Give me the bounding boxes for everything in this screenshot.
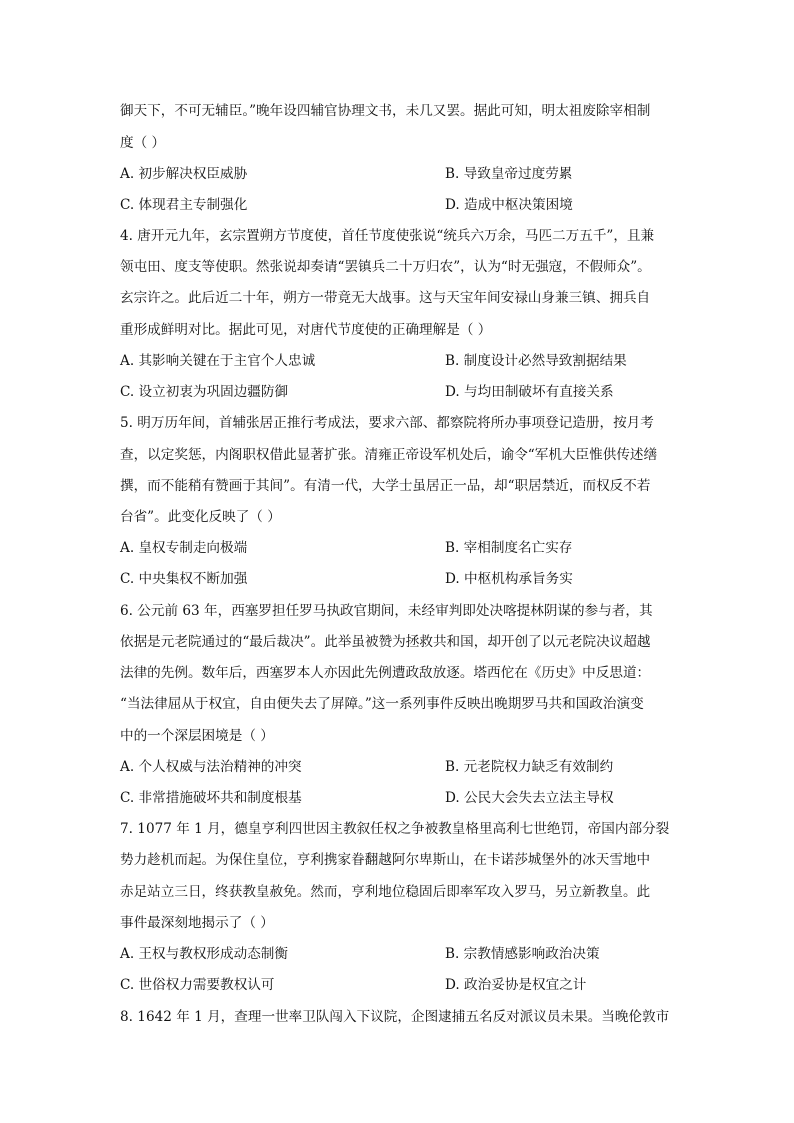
q6-option-b[interactable]: B. 元老院权力缺乏有效制约 xyxy=(445,759,614,775)
q5-line-4: 台省”。此变化反映了（ ） xyxy=(120,509,281,525)
q4-line-1: 4. 唐开元九年，玄宗置朔方节度使，首任节度使张说“统兵六万余，马匹二万五千”，且兼 xyxy=(120,228,655,244)
q5-option-d[interactable]: D. 中枢机构承旨务实 xyxy=(445,571,573,587)
q7-line-1: 7. 1077 年 1 月，德皇亨利四世因主教叙任权之争被教皇格里高利七世绝罚，帝国内部分裂 xyxy=(120,821,670,837)
q7-option-b[interactable]: B. 宗教情感影响政治决策 xyxy=(445,946,600,962)
q6-line-1: 6. 公元前 63 年，西塞罗担任罗马执政官期间，未经审判即处决喀提林阴谋的参与者，其 xyxy=(120,603,653,619)
q3-option-d[interactable]: D. 造成中枢决策困境 xyxy=(445,197,573,213)
q3-option-c[interactable]: C. 体现君主专制强化 xyxy=(120,197,248,213)
q6-line-2: 依据是元老院通过的“最后裁决”。此举虽被赞为拯救共和国，却开创了以元老院决议超越 xyxy=(120,634,651,650)
q7-line-2: 势力趁机而起。为保住皇位，亨利携家眷翻越阿尔卑斯山，在卡诺莎城堡外的冰天雪地中 xyxy=(120,852,651,868)
q7-option-d[interactable]: D. 政治妥协是权宜之计 xyxy=(445,977,587,993)
q3-line-2: 度（ ） xyxy=(120,135,166,151)
q8-line-1: 8. 1642 年 1 月，查理一世率卫队闯入下议院，企图逮捕五名反对派议员未果。当晚伦敦市 xyxy=(120,1009,670,1025)
q4-option-b[interactable]: B. 制度设计必然导致割据结果 xyxy=(445,353,627,369)
q3-option-b[interactable]: B. 导致皇帝过度劳累 xyxy=(445,166,573,182)
q7-option-a[interactable]: A. 王权与教权形成动态制衡 xyxy=(120,946,288,962)
q5-line-2: 查，以定奖惩，内阁职权借此显著扩张。清雍正帝设军机处后，谕令“军机大臣惟供传述缮 xyxy=(120,447,658,463)
q6-option-a[interactable]: A. 个人权威与法治精神的冲突 xyxy=(120,759,302,775)
q5-option-a[interactable]: A. 皇权专制走向极端 xyxy=(120,540,248,556)
q4-line-4: 重形成鲜明对比。据此可见，对唐代节度使的正确理解是（ ） xyxy=(120,322,492,338)
q5-line-3: 撰，而不能稍有赞画于其间”。有清一代，大学士虽居正一品，却“职居禁近，而权反不若 xyxy=(120,478,651,494)
q7-option-c[interactable]: C. 世俗权力需要教权认可 xyxy=(120,977,275,993)
q4-line-2: 领屯田、度支等使职。然张说却奏请“罢镇兵二十万归农”，认为“时无强寇，不假师众”。 xyxy=(120,259,651,275)
q5-line-1: 5. 明万历年间，首辅张居正推行考成法，要求六部、都察院将所办事项登记造册，按月考 xyxy=(120,415,654,431)
q4-option-a[interactable]: A. 其影响关键在于主官个人忠诚 xyxy=(120,353,316,369)
q3-line-1: 御天下，不可无辅臣。”晚年设四辅官协理文书，未几又罢。据此可知，明太祖废除宰相制 xyxy=(120,103,651,119)
q4-option-d[interactable]: D. 与均田制破坏有直接关系 xyxy=(445,384,614,400)
q7-line-3: 赤足站立三日，终获教皇赦免。然而，亨利地位稳固后即率军攻入罗马，另立新教皇。此 xyxy=(120,884,651,900)
q6-line-4: “当法律屈从于权宜，自由便失去了屏障。”这一系列事件反映出晚期罗马共和国政治演变 xyxy=(120,696,644,712)
q4-line-3: 玄宗许之。此后近二十年，朔方一带竟无大战事。这与天宝年间安禄山身兼三镇、拥兵自 xyxy=(120,290,651,306)
q5-option-c[interactable]: C. 中央集权不断加强 xyxy=(120,571,248,587)
q6-option-d[interactable]: D. 公民大会失去立法主导权 xyxy=(445,790,614,806)
q7-line-4: 事件最深刻地揭示了（ ） xyxy=(120,915,274,931)
q5-option-b[interactable]: B. 宰相制度名亡实存 xyxy=(445,540,573,556)
q3-option-a[interactable]: A. 初步解决权臣威胁 xyxy=(120,166,248,182)
q6-option-c[interactable]: C. 非常措施破坏共和制度根基 xyxy=(120,790,302,806)
q6-line-5: 中的一个深层困境是（ ） xyxy=(120,728,274,744)
q6-line-3: 法律的先例。数年后，西塞罗本人亦因此先例遭政敌放逐。塔西佗在《历史》中反思道： xyxy=(120,665,651,681)
q4-option-c[interactable]: C. 设立初衷为巩固边疆防御 xyxy=(120,384,289,400)
